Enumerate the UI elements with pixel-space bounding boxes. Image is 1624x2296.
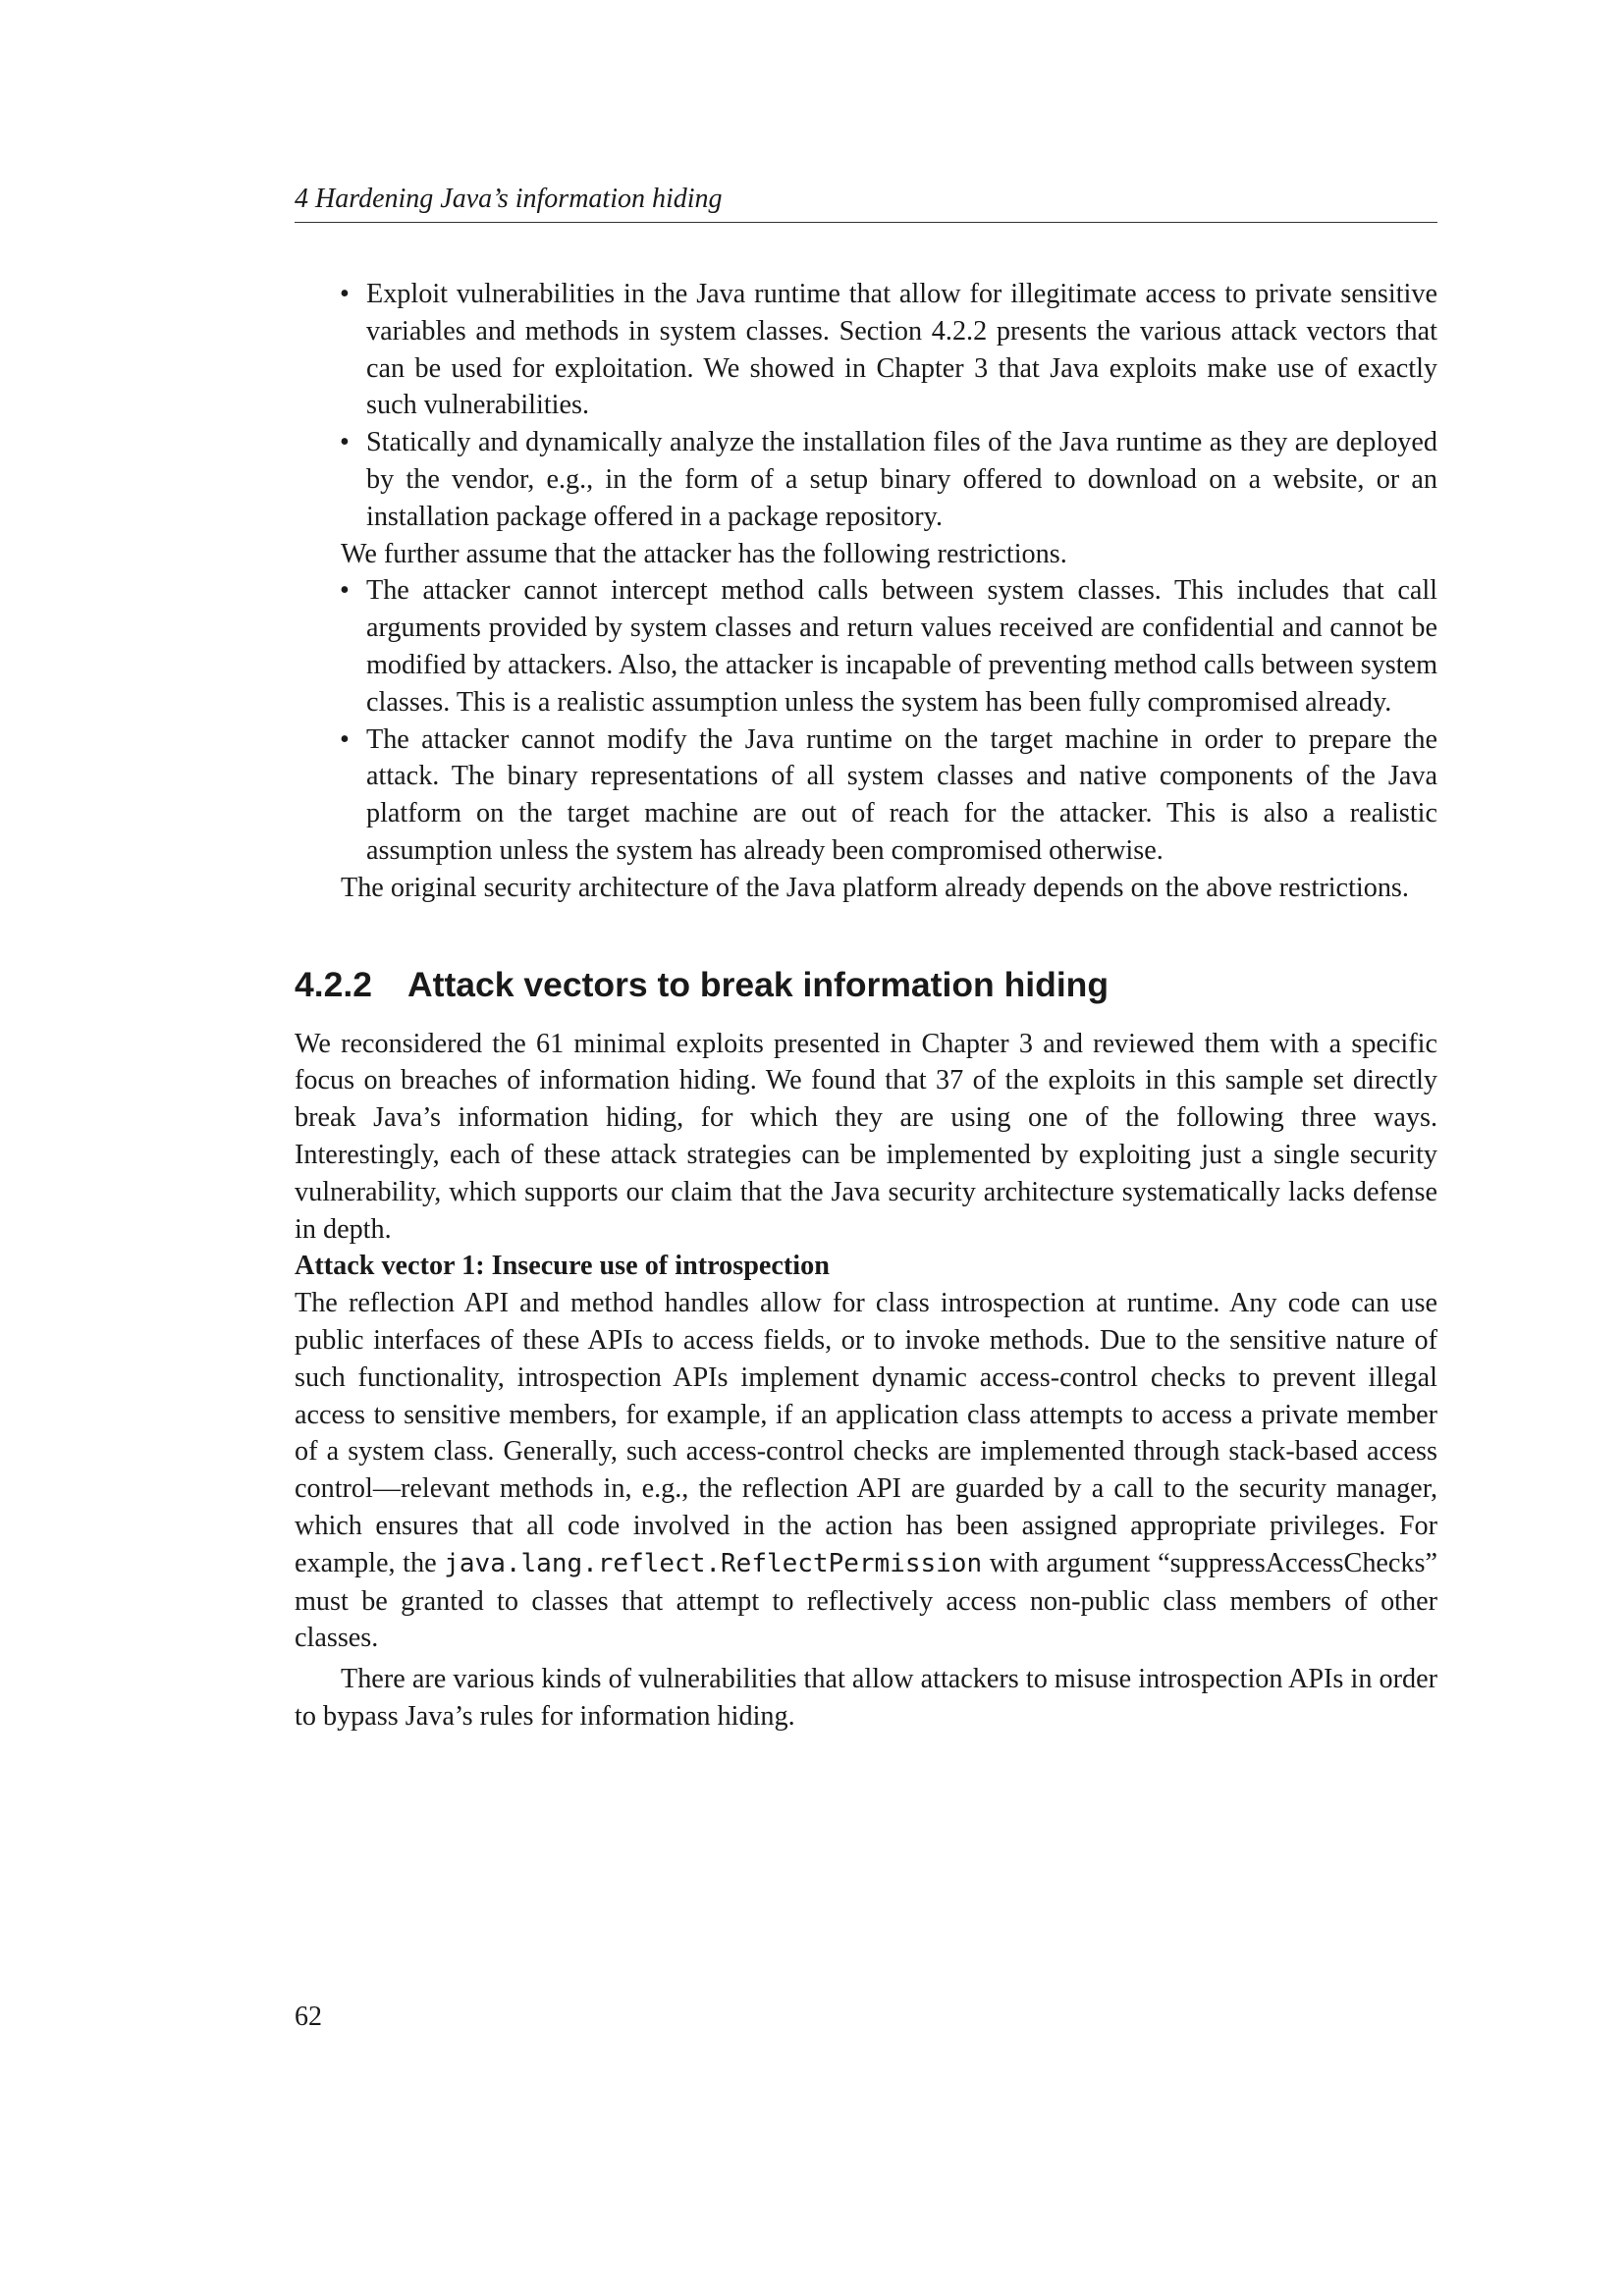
list-item-text: Exploit vulnerabilities in the Java runtime that allow for illegitimate access to private sensitive variables and methods in system classes. Section 4.2.2 presents the various attack vectors that can be used for exploitation. We showed in Chapter 3 that Java exploits make use of exactly such vulnerabilities. — [366, 279, 1437, 421]
code-reflect-permission: java.lang.reflect.ReflectPermission — [444, 1548, 983, 1578]
bullet-icon: • — [340, 279, 350, 309]
bullet-icon: • — [340, 723, 350, 755]
capabilities-list — [295, 276, 1437, 536]
paragraph-text: with argument “suppressAccessChecks” must be granted to classes that attempt to reflectively access non-public class members of other classes. — [295, 1547, 1438, 1654]
restrictions-outro: The original security architecture of the Java platform already depends on the above restrictions. — [341, 872, 1409, 903]
section-paragraph: We reconsidered the 61 minimal exploits presented in Chapter 3 and reviewed them with a specific focus on breaches of information hiding. We found that 37 of the exploits in this sample set directly break Java’s information hiding, for which they are using one of the following three ways. Interestingly, each of these attack strategies can be implemented by exploiting just a single security vulnerability, which supports our claim that the Java security architecture systematically lacks defense in depth. — [295, 1028, 1437, 1245]
section-title: Attack vectors to break information hiding — [407, 964, 1110, 1004]
paragraph-text: The reflection API and method handles allow for class introspection at runtime. Any code can use public interfaces of these APIs to access fields, or to invoke methods. Due to the sensitive nature of such functionality, introspection APIs implement dynamic access-control checks to prevent illegal access to sensitive members, for example, if an application class attempts to access a private member of a system class. Generally, such access-control checks are implemented through stack-based access control—relevant methods in, e.g., the reflection API are guarded by a call to the security manager, which ensures that all code involved in the action has been assigned appropriate privileges. For example, the — [295, 1288, 1437, 1578]
section-heading — [295, 963, 1437, 1006]
list-item — [340, 276, 1437, 424]
attack-vector-paragraph — [295, 1285, 1437, 1657]
list-item-text: The attacker cannot modify the Java runtime on the target machine in order to prepare the attack. The binary representations of all system classes and native components of the Java platform on the target machine are out of reach for the attacker. This is also a realistic assumption unless the system has already been compromised otherwise. — [366, 723, 1437, 866]
attack-vector-paragraph-2: There are various kinds of vulnerabilities that allow attackers to misuse introspection APIs in order to bypass Java’s rules for information hiding. — [295, 1664, 1437, 1732]
section-number: 4.2.2 — [295, 964, 372, 1004]
list-item — [340, 424, 1437, 535]
list-item — [340, 572, 1437, 721]
page-number: 62 — [295, 2002, 322, 2032]
body-text — [295, 276, 1437, 1735]
list-item — [340, 721, 1437, 870]
list-item-text: The attacker cannot intercept method calls between system classes. This includes that call arguments provided by system classes and return values received are confidential and cannot be modified by attackers. Also, the attacker is incapable of preventing method calls between system classes. This is a realistic assumption unless the system has been fully compromised already. — [366, 575, 1437, 718]
list-item-text: Statically and dynamically analyze the installation files of the Java runtime as they are deployed by the vendor, e.g., in the form of a setup binary offered to download on a website, or an installation package offered in a package repository. — [366, 427, 1437, 532]
restrictions-list — [295, 572, 1437, 869]
bullet-icon: • — [340, 427, 350, 458]
bullet-icon: • — [340, 575, 350, 607]
running-head: 4 Hardening Java’s information hiding — [295, 183, 1437, 223]
restrictions-intro: We further assume that the attacker has the following restrictions. — [341, 538, 1067, 569]
attack-vector-heading: Attack vector 1: Insecure use of introspection — [295, 1251, 830, 1282]
